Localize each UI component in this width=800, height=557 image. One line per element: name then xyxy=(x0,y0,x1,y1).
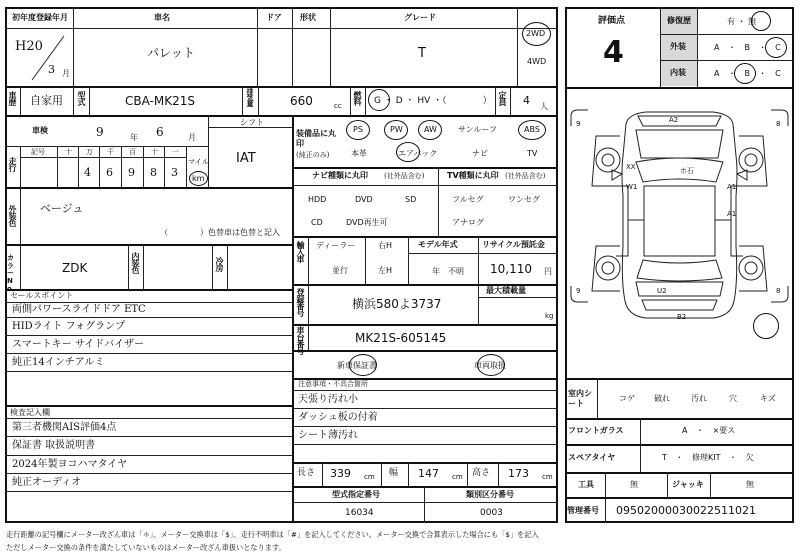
rating-value: 4 xyxy=(603,35,624,70)
exterior-rating-label: 外装 xyxy=(670,42,686,51)
inspection-label: 車検 xyxy=(32,126,48,135)
color-change-note: （ ）色替車は色替と記入 xyxy=(160,228,280,237)
tv-type-sub: (社外品含む) xyxy=(505,172,546,180)
class-no-value: 0003 xyxy=(480,508,503,518)
mileage-digit-1: 4 xyxy=(84,166,91,179)
recycle-unit: 円 xyxy=(544,267,552,276)
registration-value: 横浜580よ3737 xyxy=(352,297,442,311)
footer-line-1: 走行距離の記号欄にメーター改ざん車は「＊」、メーター交換車は「$」、走行不明車は「#」を記入してください。メーター交換で合算表示した場合にも「$」を記入 xyxy=(6,530,539,539)
height-value: 173 xyxy=(508,467,529,480)
diag-corner-rl: 9 xyxy=(576,287,581,295)
tools-value: 無 xyxy=(630,480,638,489)
import-label: 輸入車 xyxy=(296,241,305,262)
diag-corner-rr: 8 xyxy=(776,287,781,295)
exterior-color-label: 外装色 xyxy=(8,205,17,226)
diag-corner-fr: 8 xyxy=(776,120,781,128)
selling-point-3: スマートキー サイドバイザー xyxy=(12,339,145,350)
equip-sunroof: サンルーフ xyxy=(458,125,497,134)
inspection-year-unit: 年 xyxy=(130,133,138,142)
selling-point-4: 純正14インチアルミ xyxy=(12,357,105,368)
height-label: 高さ xyxy=(472,468,491,478)
diag-corner-fl: 9 xyxy=(576,120,581,128)
doc-warranty: 新車保証書 xyxy=(337,361,377,370)
registration-label: 登録番号 xyxy=(296,288,305,316)
diag-u2: U2 xyxy=(657,287,667,295)
equip-airbag: エアバック xyxy=(398,149,438,158)
diag-note: ホ石 xyxy=(680,167,694,175)
selling-points-label: セールスポイント xyxy=(10,291,74,300)
tv-fullseg: フルセグ xyxy=(452,195,484,204)
mileage-unit-3: 百 xyxy=(129,148,136,156)
car-name-label: 車名 xyxy=(154,13,170,22)
type-no-value: 16034 xyxy=(345,508,374,518)
nav-type-sub: (社外品含む) xyxy=(384,172,425,180)
width-unit: cm xyxy=(452,473,463,481)
management-no-label: 管理番号 xyxy=(567,506,599,515)
equip-ps: PS xyxy=(353,125,363,134)
equip-aw: AW xyxy=(424,125,437,134)
damage-mark-circle xyxy=(753,313,779,339)
shape-label: 形状 xyxy=(300,13,316,22)
first-reg-label: 初年度登録年月 xyxy=(12,13,68,22)
fuel-label: 燃料 xyxy=(353,91,362,105)
capacity-value: 4 xyxy=(523,94,530,107)
diag-a2: A2 xyxy=(669,116,679,124)
diag-xx: XX xyxy=(626,163,636,171)
shift-value: IAT xyxy=(236,151,256,166)
mileage-mark-label: 記号 xyxy=(31,148,45,156)
note-line-2: ダッシュ板の付着 xyxy=(298,412,378,423)
equip-pw: PW xyxy=(390,125,403,134)
interior-color-label: 内装色 xyxy=(131,252,140,273)
nav-cd: CD xyxy=(311,218,323,227)
exterior-color-value: ベージュ xyxy=(40,202,84,215)
seat-item-5: キズ xyxy=(760,394,776,403)
interior-rating-label: 内装 xyxy=(670,68,686,77)
equip-navi: ナビ xyxy=(472,149,488,158)
tv-type-label: TV種類に丸印 xyxy=(447,171,499,180)
mileage-unit-0: 十 xyxy=(65,148,72,156)
nav-type-label: ナビ種類に丸印 xyxy=(312,171,368,180)
mileage-digit-4: 8 xyxy=(150,166,157,179)
equipment-label: 装備品に丸印 xyxy=(296,129,336,148)
equip-abs: ABS xyxy=(524,125,540,134)
height-unit: cm xyxy=(542,473,553,481)
spare-tire-label: スペアタイヤ xyxy=(568,453,616,462)
car-name-value: パレット xyxy=(147,46,195,60)
drive-4wd: 4WD xyxy=(527,57,547,66)
inspection-month: 6 xyxy=(156,125,164,139)
max-load-label: 最大積載量 xyxy=(486,286,526,295)
width-value: 147 xyxy=(418,467,439,480)
interior-rating-value: A ・ B ・ C xyxy=(714,69,781,78)
width-label: 幅 xyxy=(389,468,399,478)
shift-label: シフト xyxy=(240,118,264,127)
seat-item-3: 汚れ xyxy=(691,394,707,403)
import-parallel: 並行 xyxy=(332,266,348,275)
recycle-label: リサイクル預託金 xyxy=(482,240,545,249)
first-reg-year: H20 xyxy=(15,39,43,54)
diag-a1-right: A1 xyxy=(727,183,737,191)
footer-line-2: ただしメーター交換の条件を満たしていないものはメーター改ざん車扱いとなります。 xyxy=(6,543,286,552)
note-line-1: 天張り汚れ小 xyxy=(298,394,358,405)
management-no-value: 09502000030022511021 xyxy=(616,504,756,517)
vehicle-cat-label: 車歴 xyxy=(8,91,17,105)
spare-tire-value: T ・ 修理KIT ・ 欠 xyxy=(662,453,754,462)
seat-item-4: 穴 xyxy=(729,394,737,403)
grade-label: グレード xyxy=(404,13,436,22)
inspector-line-2: 保証書 取扱説明書 xyxy=(12,440,96,451)
windshield-value: A ・ ×要ス xyxy=(682,426,736,435)
diag-b2: B2 xyxy=(677,313,687,321)
nav-hdd: HDD xyxy=(308,195,327,204)
mileage-digit-2: 6 xyxy=(106,166,113,179)
jack-label: ジャッキ xyxy=(672,480,704,489)
mileage-unit-2: 千 xyxy=(107,148,114,156)
inspector-line-4: 純正オーディオ xyxy=(12,477,82,488)
recycle-value: 10,110 xyxy=(490,262,532,276)
repair-label: 修復歴 xyxy=(667,16,691,25)
nav-dvd: DVD xyxy=(355,195,373,204)
jack-value: 無 xyxy=(746,480,754,489)
chassis-value: MK21S-605145 xyxy=(355,331,447,345)
import-dealer: ディーラー xyxy=(316,241,356,250)
nav-dvd-play: DVD再生可 xyxy=(346,218,388,227)
mileage-km-unit: km xyxy=(192,174,205,183)
chassis-label: 車台番号 xyxy=(296,326,305,354)
mileage-unit-1: 万 xyxy=(86,148,93,156)
note-line-3: シート薄汚れ xyxy=(298,430,358,441)
tv-analog: アナログ xyxy=(452,218,484,227)
equip-tv: TV xyxy=(527,149,538,158)
model-year-label: モデル年式 xyxy=(418,240,458,249)
mileage-unit-5: 一 xyxy=(172,148,179,156)
cooler-label: 冷房 xyxy=(215,257,224,271)
displacement-value: 660 xyxy=(290,94,313,108)
diag-w1: W1 xyxy=(626,183,638,191)
selling-point-2: HIDライト フォグランプ xyxy=(12,321,126,332)
import-right-h: 右H xyxy=(378,241,393,250)
equipment-sub: (純正のみ) xyxy=(296,151,330,159)
class-no-label: 類別区分番号 xyxy=(466,490,514,499)
displacement-label: 排気量 xyxy=(246,88,254,106)
model-value: CBA-MK21S xyxy=(125,94,195,108)
rating-label: 評価点 xyxy=(598,16,626,26)
max-load-unit: kg xyxy=(545,312,554,320)
mileage-unit-4: 十 xyxy=(151,148,158,156)
capacity-unit: 人 xyxy=(540,102,548,111)
first-reg-month: 3 xyxy=(48,63,55,76)
selling-point-1: 両側パワースライドドア ETC xyxy=(12,304,146,315)
notes-label: 注意事項・不具合箇所 xyxy=(298,380,368,388)
seat-item-2: 破れ xyxy=(654,394,670,403)
length-label: 長さ xyxy=(297,468,316,478)
length-unit: cm xyxy=(364,473,375,481)
mileage-label: 走行 xyxy=(8,157,17,171)
length-value: 339 xyxy=(330,467,351,480)
exterior-rating-value: A ・ B ・ C xyxy=(714,43,781,52)
inspector-label: 検査記入欄 xyxy=(10,408,50,417)
first-reg-month-unit: 月 xyxy=(62,69,70,78)
repair-value: 有 ・ 無 xyxy=(727,17,757,26)
inspection-month-unit: 月 xyxy=(188,133,196,142)
door-label: ドア xyxy=(266,13,282,22)
mileage-digit-3: 9 xyxy=(128,166,135,179)
mileage-mile-unit: マイル xyxy=(188,158,209,166)
vehicle-cat-value: 自家用 xyxy=(30,94,63,107)
seat-label: 室内シート xyxy=(568,389,592,409)
drive-2wd: 2WD xyxy=(526,29,546,38)
color-code-value: ZDK xyxy=(62,261,88,275)
tools-label: 工具 xyxy=(578,480,594,489)
inspector-line-1: 第三者機関AIS評価4点 xyxy=(12,422,117,433)
color-code-label: カラーNo. xyxy=(7,254,15,293)
tv-oneseg: ワンセグ xyxy=(508,195,540,204)
windshield-label: フロントガラス xyxy=(568,426,624,435)
displacement-unit: cc xyxy=(334,102,342,110)
capacity-label: 定員 xyxy=(498,91,507,105)
inspection-year: 9 xyxy=(96,125,104,139)
grade-value: T xyxy=(418,46,426,61)
import-left-h: 左H xyxy=(378,266,393,275)
mileage-digit-5: 3 xyxy=(171,166,178,179)
equip-leather: 本革 xyxy=(351,149,367,158)
seat-item-1: コゲ xyxy=(619,394,635,403)
doc-manual: 車両取扱 xyxy=(474,361,506,370)
diag-a1-right-lower: A1 xyxy=(727,210,737,218)
model-label: 型式 xyxy=(77,91,86,105)
nav-sd: SD xyxy=(405,195,417,204)
type-no-label: 型式指定番号 xyxy=(332,490,380,499)
inspector-line-3: 2024年製ヨコハマタイヤ xyxy=(12,459,128,470)
fuel-options: G ・ D ・ HV ・（ ） xyxy=(374,96,492,106)
model-year-value: 年 不明 xyxy=(432,267,464,276)
